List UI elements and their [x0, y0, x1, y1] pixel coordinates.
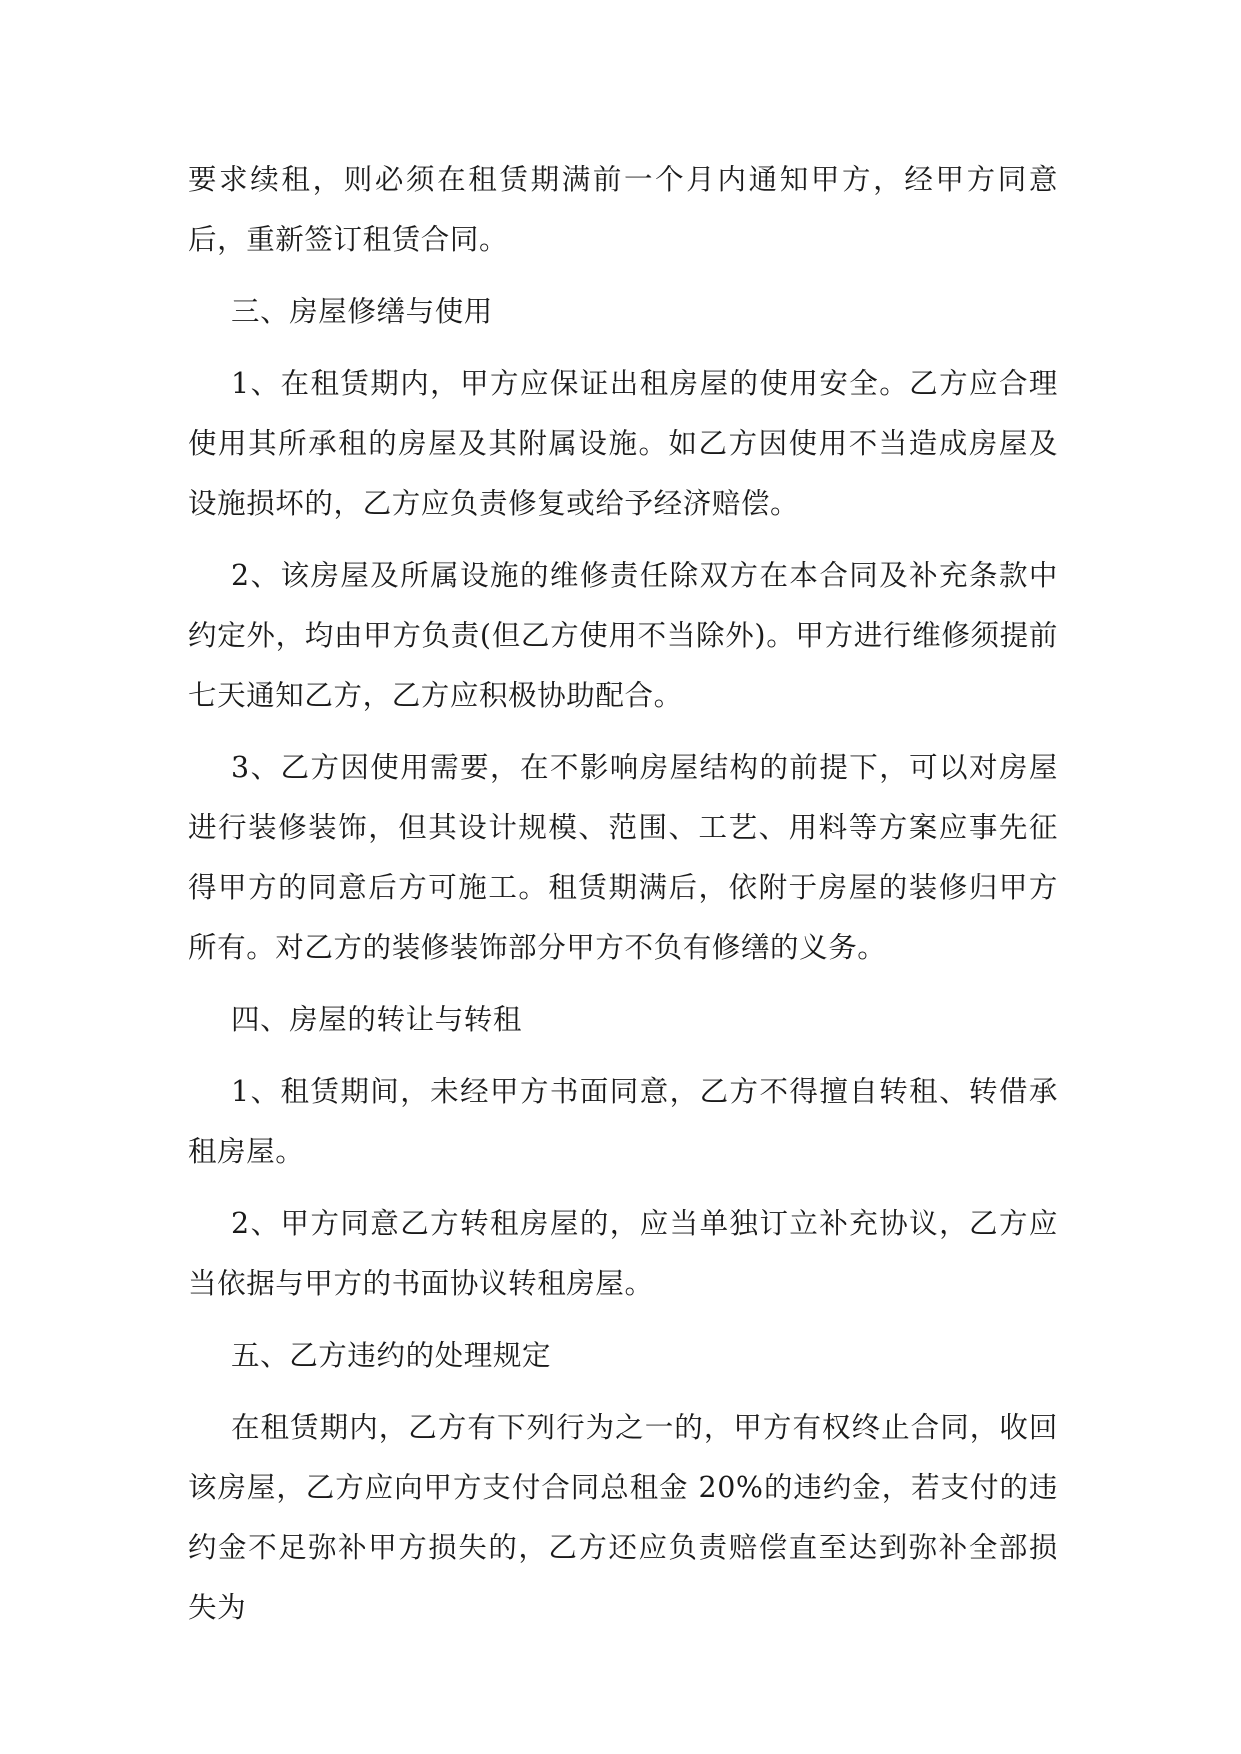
section-heading-3: 三、房屋修缮与使用	[231, 295, 493, 328]
section-heading-5: 五、乙方违约的处理规定	[231, 1339, 552, 1372]
clause-4-1: 1、租赁期间，未经甲方书面同意，乙方不得擅自转租、转借承租房屋。	[188, 1075, 1058, 1168]
section-heading-4: 四、房屋的转让与转租	[231, 1003, 523, 1036]
clause-3-1: 1、在租赁期内，甲方应保证出租房屋的使用安全。乙方应合理使用其所承租的房屋及其附属设施。如乙方因使用不当造成房屋及设施损坏的，乙方应负责修复或给予经济赔偿。	[188, 367, 1058, 520]
paragraph-continuation: 要求续租，则必须在租赁期满前一个月内通知甲方，经甲方同意后，重新签订租赁合同。	[188, 163, 1058, 256]
clause-3-2: 2、该房屋及所属设施的维修责任除双方在本合同及补充条款中约定外，均由甲方负责(但乙方使用不当除外)。甲方进行维修须提前七天通知乙方，乙方应积极协助配合。	[188, 559, 1058, 712]
clause-3-3: 3、乙方因使用需要，在不影响房屋结构的前提下，可以对房屋进行装修装饰，但其设计规模、范围、工艺、用料等方案应事先征得甲方的同意后方可施工。租赁期满后，依附于房屋的装修归甲方所有。对乙方的装修装饰部分甲方不负有修缮的义务。	[188, 751, 1058, 964]
document-body	[188, 150, 1058, 1650]
clause-4-2: 2、甲方同意乙方转租房屋的，应当单独订立补充协议，乙方应当依据与甲方的书面协议转租房屋。	[188, 1207, 1058, 1300]
clause-5-intro: 在租赁期内，乙方有下列行为之一的，甲方有权终止合同，收回该房屋，乙方应向甲方支付合同总租金 20%的违约金，若支付的违约金不足弥补甲方损失的，乙方还应负责赔偿直至达到弥补全部损失为	[188, 1411, 1058, 1624]
